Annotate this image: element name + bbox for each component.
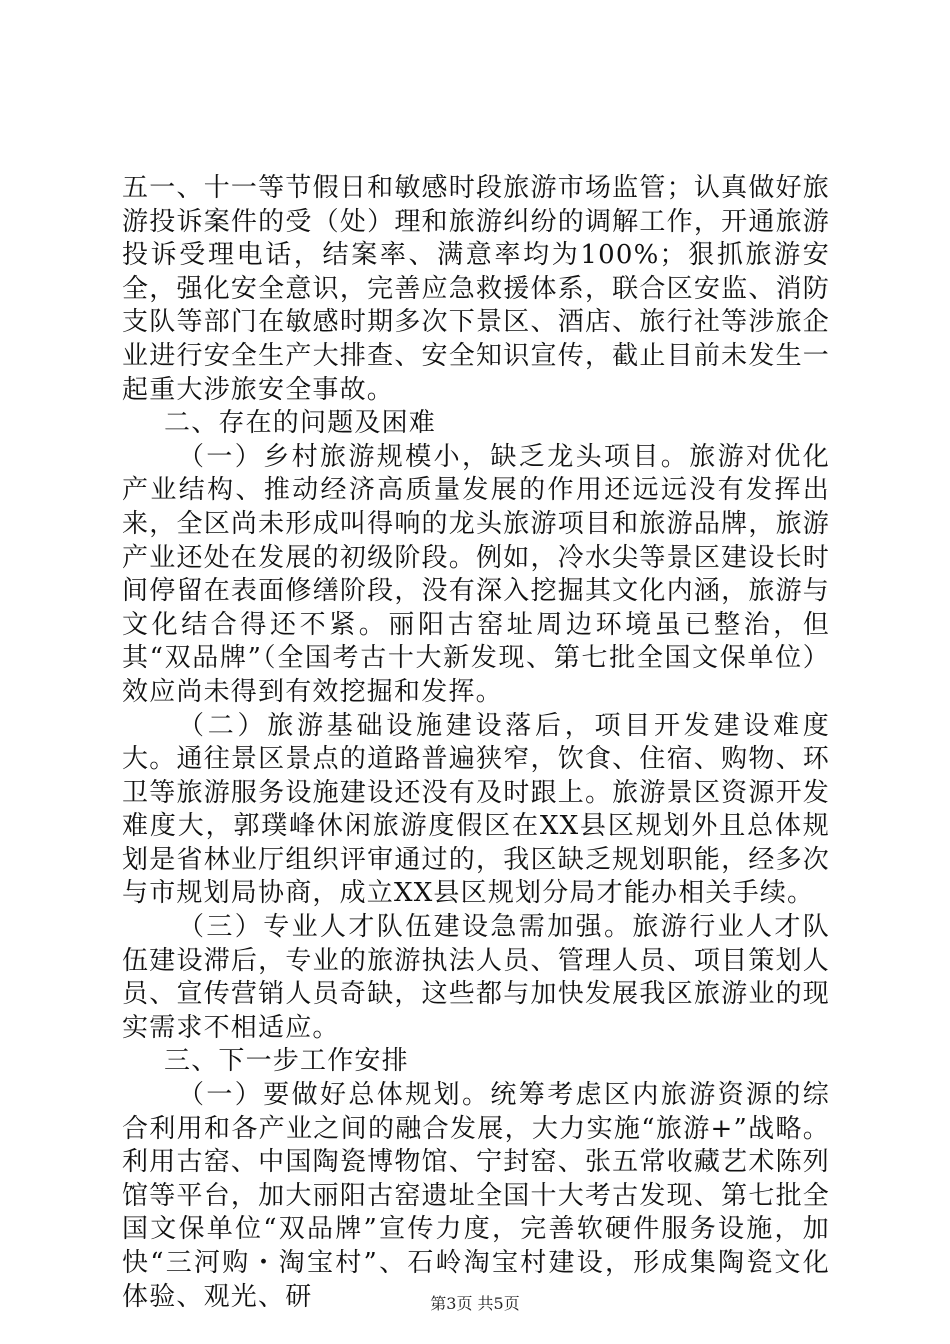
paragraph-problem-1: （一）乡村旅游规模小，缺乏龙头项目。旅游对优化产业结构、推动经济高质量发展的作用还远远没有发挥出来，全区尚未形成叫得响的龙头旅游项目和旅游品牌，旅游产业还处在发展的初级阶段。例如，冷水尖等景区建设长时间停留在表面修缮阶段，没有深入挖掘其文化内涵，旅游与文化结合得还不紧。丽阳古窑址周边环境虽已整治，但其“双品牌”（全国考古十大新发现、第七批全国文保单位）效应尚未得到有效挖掘和发挥。	[122, 441, 830, 707]
section-heading-problems: 二、存在的问题及困难	[164, 408, 437, 439]
paragraph-problem-3: （三）专业人才队伍建设急需加强。旅游行业人才队伍建设滞后，专业的旅游执法人员、管理人员、项目策划人员、宣传营销人员奇缺，这些都与加快发展我区旅游业的现实需求不相适应。	[122, 912, 830, 1043]
page-footer: 第3页 共5页	[430, 1294, 520, 1313]
paragraph-continuation: 五一、十一等节假日和敏感时段旅游市场监管；认真做好旅游投诉案件的受（处）理和旅游纠纷的调解工作，开通旅游投诉受理电话，结案率、满意率均为100%；狠抓旅游安全，强化安全意识，完善应急救援体系，联合区安监、消防支队等部门在敏感时期多次下景区、酒店、旅行社等涉旅企业进行安全生产大排查、安全知识宣传，截止目前未发生一起重大涉旅安全事故。	[122, 173, 830, 405]
section-heading-next-steps: 三、下一步工作安排	[164, 1046, 409, 1077]
paragraph-problem-2: （二）旅游基础设施建设落后，项目开发建设难度大。通往景区景点的道路普遍狭窄，饮食、住宿、购物、环卫等旅游服务设施建设还没有及时跟上。旅游景区资源开发难度大，郭璞峰休闲旅游度假区在XX县区规划外且总体规划是省林业厅组织评审通过的，我区缺乏规划职能，经多次与市规划局协商，成立XX县区规划分局才能办相关手续。	[122, 710, 830, 909]
paragraph-plan-1: （一）要做好总体规划。统筹考虑区内旅游资源的综合利用和各产业之间的融合发展，大力实施“旅游+”战略。利用古窑、中国陶瓷博物馆、宁封窑、张五常收藏艺术陈列馆等平台，加大丽阳古窑遗址全国十大考古发现、第七批全国文保单位“双品牌”宣传力度，完善软硬件服务设施，加快“三河购・淘宝村”、石岭淘宝村建设，形成集陶瓷文化体验、观光、研	[122, 1080, 830, 1312]
document-body	[122, 172, 830, 1314]
